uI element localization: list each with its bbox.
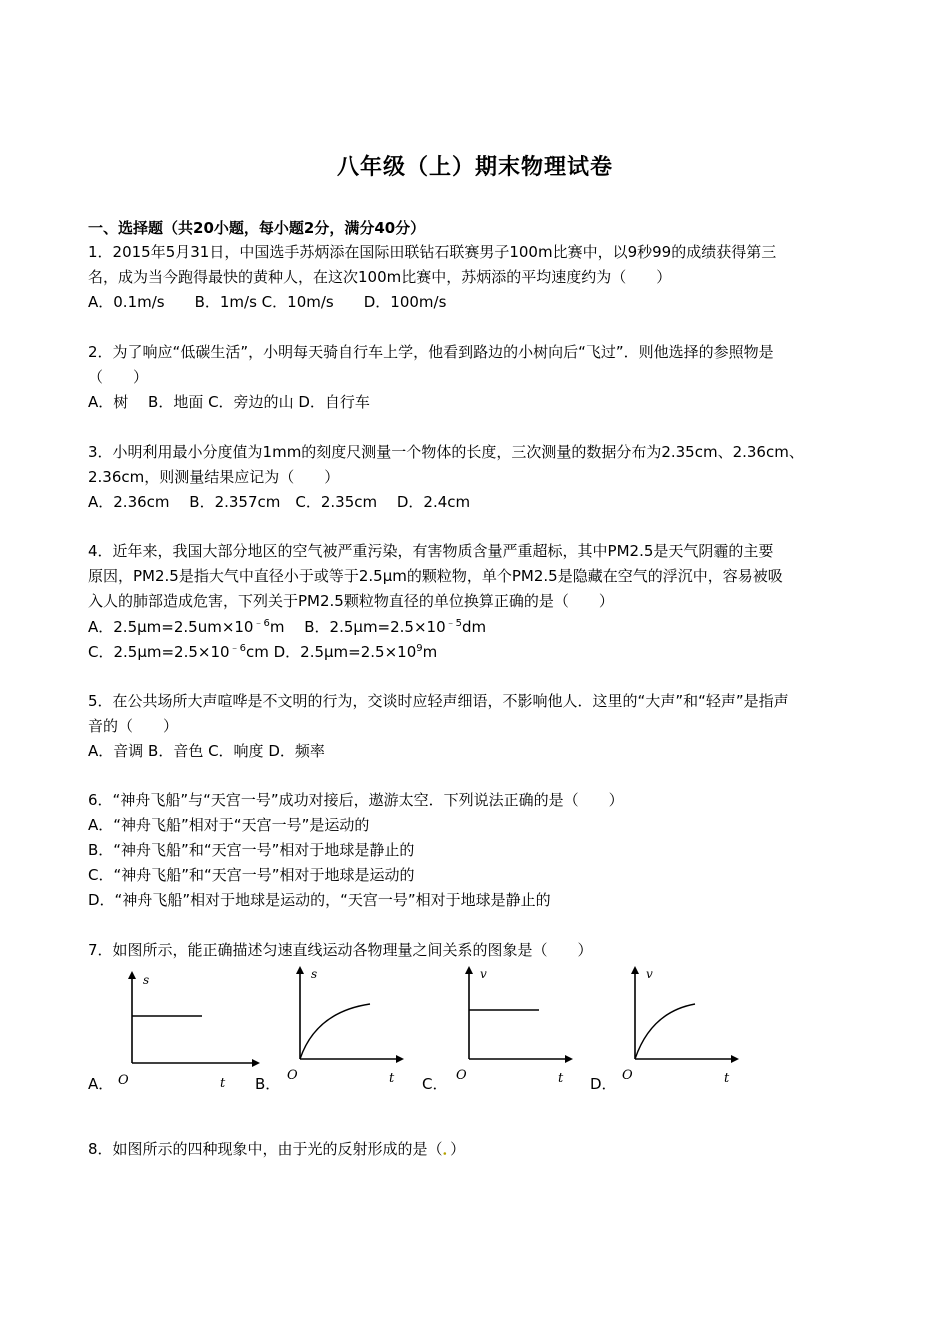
x-axis-label: t [389, 1071, 395, 1086]
q1-options: A．0.1m/s B．1m/s C．10m/s D．100m/s [88, 293, 447, 311]
x-axis-arrow [565, 1055, 573, 1063]
q7-graph-c-letter: C． [422, 1075, 448, 1093]
x-axis-label: t [558, 1071, 564, 1086]
q7-graph-b [278, 960, 443, 1095]
q3-line1: 3．小明利用最小分度值为1mm的刻度尺测量一个物体的长度，三次测量的数据分布为2.35cm、2.36cm、 [88, 443, 804, 461]
q6-option-c: C．“神舟飞船”和“天宫一号”相对于地球是运动的 [88, 866, 415, 884]
q8-stem [88, 1139, 465, 1159]
graph-curve [635, 1004, 695, 1059]
x-axis-arrow [252, 1059, 260, 1067]
q4-option-a-base: A．2.5μm=2.5um×10 [88, 618, 254, 636]
q4-option-a-exponent: ﹣6 [253, 618, 270, 629]
q7-graph-b-letter: B． [255, 1075, 281, 1093]
q7-graph-d-letter: D． [590, 1075, 617, 1093]
origin-label: O [622, 1068, 633, 1083]
y-axis-arrow [296, 966, 304, 974]
q4-option-b-exponent: ﹣5 [445, 618, 463, 629]
q4-option-c-exponent: ﹣6 [229, 643, 246, 654]
x-axis-label: t [220, 1076, 226, 1091]
q5-line1: 5．在公共场所大声喧哗是不文明的行为，交谈时应轻声细语，不影响他人．这里的“大声”和“轻声”是指声 [88, 692, 789, 710]
y-axis-label: s [311, 967, 318, 981]
q4-option-d-unit: m [422, 643, 438, 661]
q4-option-a-unit: m [269, 618, 305, 636]
q7-graph-a [110, 960, 275, 1095]
section-heading: 一、选择题（共20小题，每小题2分，满分40分） [88, 219, 426, 237]
origin-label: O [456, 1068, 467, 1083]
q3-line2: 2.36cm，则测量结果应记为（ ） [88, 468, 340, 486]
q4-option-c-unit: cm [245, 643, 269, 661]
q8-stem-start: 8．如图所示的四种现象中，由于光的反射形成的是（ [88, 1140, 443, 1158]
graph-curve [300, 1004, 370, 1059]
origin-label: O [118, 1073, 129, 1088]
y-axis-label: v [646, 967, 653, 981]
q4-line3: 入人的肺部造成危害，下列关于PM2.5颗粒物直径的单位换算正确的是（ ） [88, 592, 614, 610]
q4-options-cd [88, 642, 437, 662]
origin-label: O [287, 1068, 298, 1083]
y-axis-arrow [631, 966, 639, 974]
q4-option-d-base: D．2.5μm=2.5×10 [273, 643, 417, 661]
q4-options-ab [88, 617, 486, 637]
q4-line2: 原因，PM2.5是指大气中直径小于或等于2.5μm的颗粒物，单个PM2.5是隐藏在空气的浮沉中，容易被吸 [88, 567, 783, 585]
y-axis-arrow [128, 971, 136, 979]
q5-line2: 音的（ ） [88, 717, 179, 735]
q4-option-b-base: B．2.5μm=2.5×10 [304, 618, 446, 636]
q4-option-c-base: C．2.5μm=2.5×10 [88, 643, 230, 661]
y-axis-label: v [480, 967, 487, 981]
x-axis-arrow [396, 1055, 404, 1063]
q2-line1: 2．为了响应“低碳生活”，小明每天骑自行车上学，他看到路边的小树向后“飞过”．则他选择的参照物是 [88, 343, 774, 361]
q7-stem: 7．如图所示，能正确描述匀速直线运动各物理量之间关系的图象是（ ） [88, 941, 593, 959]
q8-stem-dot: ． [442, 1140, 451, 1158]
q6-option-b: B．“神舟飞船”和“天宫一号”相对于地球是静止的 [88, 841, 415, 859]
q8-stem-end: ） [450, 1140, 466, 1158]
q4-option-d-exponent: 9 [416, 643, 423, 654]
q1-line2: 名，成为当今跑得最快的黄种人，在这次100m比赛中，苏炳添的平均速度约为（ ） [88, 268, 672, 286]
q4-line1: 4．近年来，我国大部分地区的空气被严重污染，有害物质含量严重超标，其中PM2.5是天气阴霾的主要 [88, 542, 774, 560]
q7-graph-c [447, 960, 612, 1095]
x-axis-label: t [724, 1071, 730, 1086]
q2-line2: （ ） [88, 368, 149, 386]
q3-options: A．2.36cm B．2.357cm C．2.35cm D．2.4cm [88, 493, 471, 511]
q7-graph-d [613, 960, 778, 1095]
q2-options: A．树 B．地面 C．旁边的山 D．自行车 [88, 393, 370, 411]
q6-stem: 6．“神舟飞船”与“天宫一号”成功对接后，遨游太空．下列说法正确的是（ ） [88, 791, 624, 809]
x-axis-arrow [731, 1055, 739, 1063]
page-title: 八年级（上）期末物理试卷 [336, 155, 613, 180]
q4-option-b-unit: dm [462, 618, 487, 636]
q6-option-d: D．“神舟飞船”相对于地球是运动的，“天宫一号”相对于地球是静止的 [88, 891, 551, 909]
q6-option-a: A．“神舟飞船”相对于“天宫一号”是运动的 [88, 816, 370, 834]
y-axis-label: s [143, 973, 150, 987]
q5-options: A．音调 B．音色 C．响度 D．频率 [88, 742, 325, 760]
q7-graph-a-letter: A． [88, 1075, 114, 1093]
q1-line1: 1．2015年5月31日，中国选手苏炳添在国际田联钻石联赛男子100m比赛中，以9秒99的成绩获得第三 [88, 243, 777, 261]
y-axis-arrow [465, 966, 473, 974]
